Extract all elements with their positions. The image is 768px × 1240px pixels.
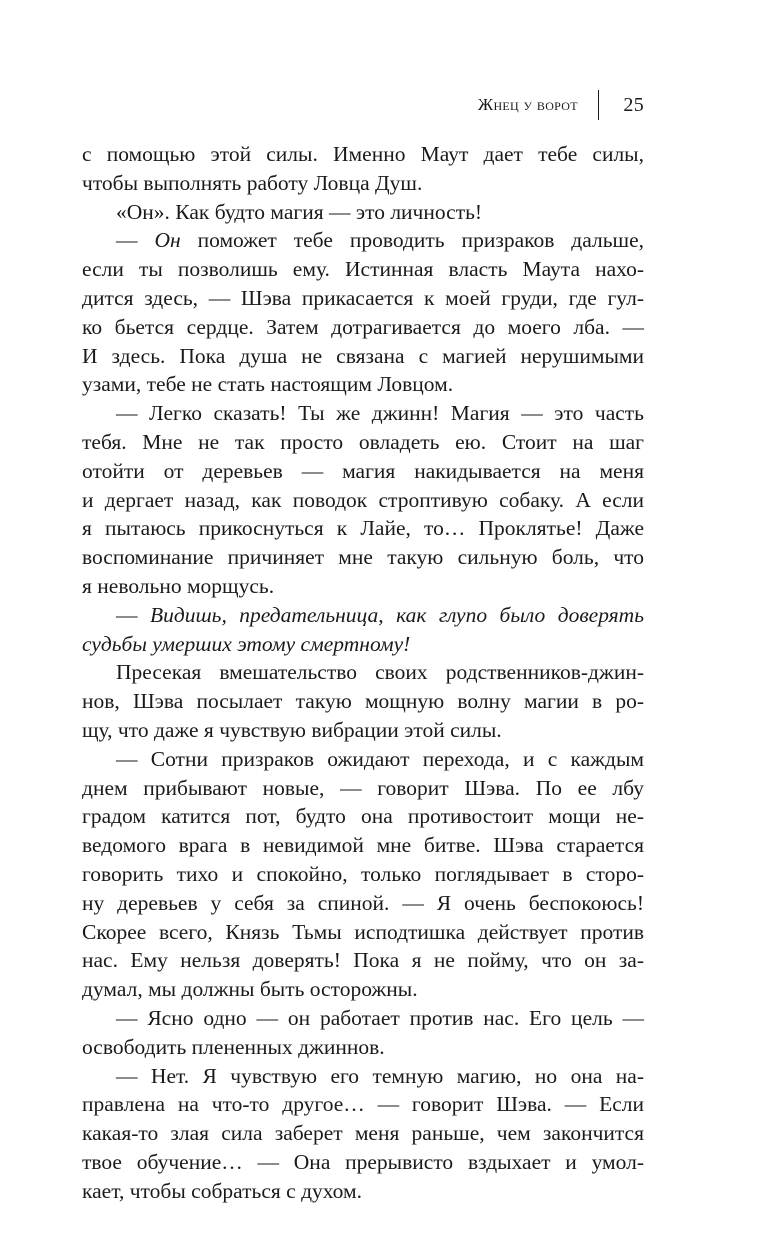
italic-span: Видишь, предательница, как глупо было доверять	[149, 602, 644, 627]
body-text	[82, 140, 644, 1205]
text-line: И здесь. Пока душа не связана с магией нерушимыми	[82, 343, 644, 368]
text-line: если ты позволишь ему. Истинная власть Маута нахо-	[82, 257, 644, 282]
book-title: Жнец у ворот	[477, 95, 578, 114]
text-line: — Легко сказать! Ты же джинн! Магия — это часть	[116, 401, 644, 426]
page-number: 25	[623, 93, 644, 116]
text-line: воспоминание причиняет мне такую сильную боль, что	[82, 545, 644, 570]
text-line: правлена на что-то другое… — говорит Шэва. — Если	[82, 1092, 644, 1117]
text-line: я пытаюсь прикоснуться к Лайе, то… Проклятье! Даже	[82, 516, 644, 541]
text-line	[82, 601, 644, 630]
text-line: с помощью этой силы. Именно Маут дает тебе силы,	[82, 142, 644, 166]
text-line: — Ясно одно — он работает против нас. Его цель —	[116, 1005, 644, 1030]
text-line: чтобы выполнять работу Ловца Душ.	[82, 170, 423, 195]
text-line	[82, 630, 644, 659]
text-line: и дергает назад, как поводок строптивую собаку. А если	[82, 487, 644, 512]
text-line: ко бьется сердце. Затем дотрагивается до моего лба. —	[82, 314, 644, 339]
text-line: отойти от деревьев — магия накидывается на меня	[82, 458, 644, 483]
text-line: твое обучение… — Она прерывисто вздыхает и умол-	[82, 1149, 644, 1174]
text-line: кает, чтобы собраться с духом.	[82, 1178, 363, 1203]
text-line: нов, Шэва посылает такую мощную волну магии в ро-	[82, 689, 644, 714]
text-span: поможет тебе проводить призраков дальше,	[180, 228, 644, 253]
text-span: —	[116, 228, 155, 253]
text-line: говорить тихо и спокойно, только поглядывает в сторо-	[82, 861, 644, 886]
text-line: узами, тебе не стать настоящим Ловцом.	[82, 372, 454, 397]
text-line: «Он». Как будто магия — это личность!	[116, 199, 483, 224]
text-line: тебя. Мне не так просто овладеть ею. Стоит на шаг	[82, 429, 644, 454]
text-line: ведомого врага в невидимой мне битве. Шэва старается	[82, 833, 644, 858]
italic-span: судьбы умерших этому смертному!	[82, 631, 411, 656]
italic-span: Он	[154, 228, 181, 253]
text-line: Скорее всего, Князь Тьмы исподтишка действует против	[82, 919, 644, 944]
text-line: щу, что даже я чувствую вибрации этой силы.	[82, 717, 502, 742]
running-head	[478, 90, 644, 120]
text-span: —	[116, 602, 150, 627]
text-line: какая-то злая сила заберет меня раньше, чем закончится	[82, 1121, 644, 1146]
text-line: я невольно морщусь.	[82, 573, 275, 598]
text-line: дится здесь, — Шэва прикасается к моей груди, где гул-	[82, 285, 644, 310]
text-line: градом катится пот, будто она противостоит мощи не-	[82, 804, 644, 829]
text-line: — Сотни призраков ожидают перехода, и с каждым	[116, 746, 644, 771]
text-line	[82, 226, 644, 255]
text-line: днем прибывают новые, — говорит Шэва. По ее лбу	[82, 775, 644, 800]
text-line: освободить плененных джиннов.	[82, 1034, 385, 1059]
text-line: ну деревьев у себя за спиной. — Я очень беспокоюсь!	[82, 890, 644, 915]
text-line: нас. Ему нельзя доверять! Пока я не пойму, что он за-	[82, 948, 644, 973]
text-line: думал, мы должны быть осторожны.	[82, 977, 418, 1002]
header-divider	[598, 90, 600, 120]
text-line: — Нет. Я чувствую его темную магию, но она на-	[116, 1063, 644, 1088]
text-line: Пресекая вмешательство своих родственников-джин-	[116, 660, 644, 685]
